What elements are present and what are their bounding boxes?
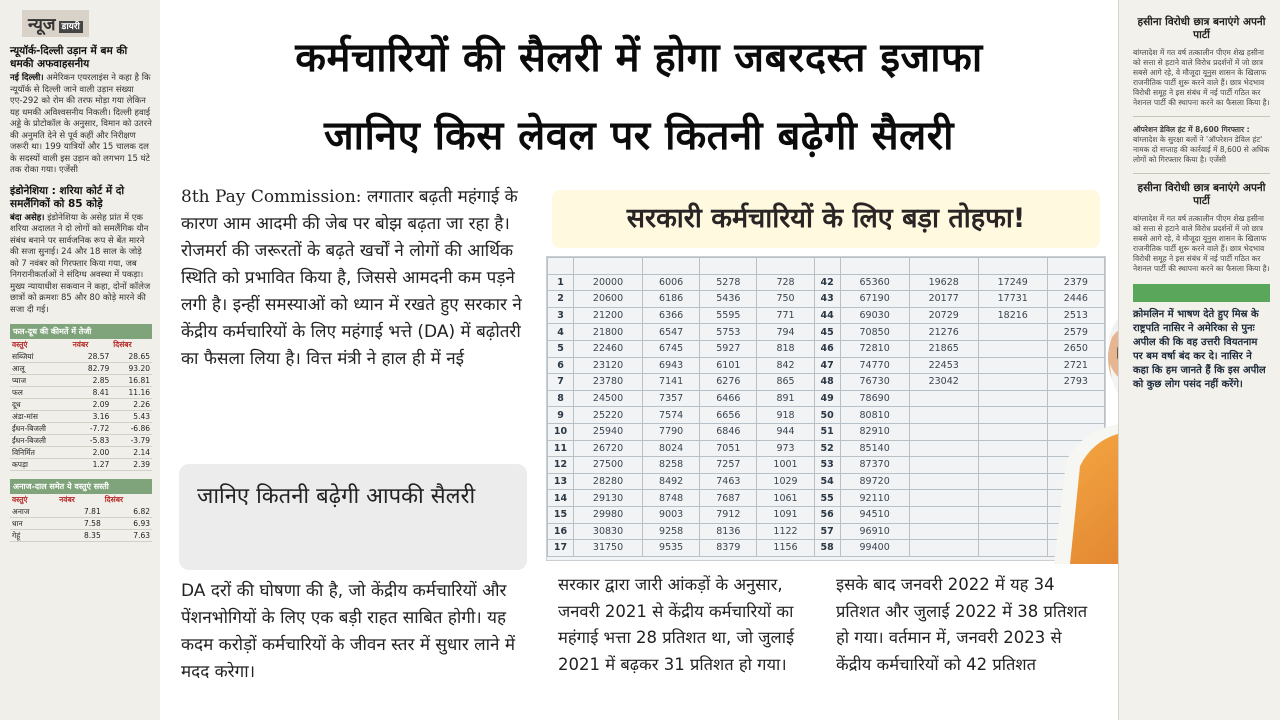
table-cell: विनिर्मित: [10, 447, 71, 459]
table-cell: [909, 457, 978, 474]
table-cell: 18216: [978, 307, 1047, 324]
table-cell: 14: [548, 490, 574, 507]
table-row: [548, 423, 1105, 440]
table-cell: 20000: [574, 274, 643, 291]
table-cell: 891: [757, 390, 814, 407]
table-cell: अनाज: [10, 506, 57, 518]
table-cell: 5.43: [111, 411, 152, 423]
table-cell: 7912: [700, 506, 757, 523]
right-story1-body: बांग्लादेश में गत वर्ष तत्कालीन पीएम शेख हसीना को सत्ता से हटाने वाले विरोध प्रदर्शनों में जो छात्र सबसे आगे रहे, वे मौजूदा यूनुस शासन के खिलाफ राजनीतिक पार्टी शुरू करने वाले हैं। छात्र भेदभाव विरोधी समूह ने इस संबंध में नई पार्टी गठित कर नेशनल पार्टी की स्थापना करने का फैसला किया है।: [1133, 48, 1270, 107]
table-row: [10, 423, 152, 435]
table-cell: 23120: [574, 357, 643, 374]
table-cell: -3.79: [111, 435, 152, 447]
table-cell: 9: [548, 407, 574, 424]
left-story1-dateline: नई दिल्ली।: [10, 73, 44, 83]
table-cell: 6101: [700, 357, 757, 374]
table-cell: 2446: [1047, 291, 1104, 308]
table-cell: 2.14: [111, 447, 152, 459]
table-cell: 7574: [643, 407, 700, 424]
table-cell: 6006: [643, 274, 700, 291]
table-cell: [978, 440, 1047, 457]
table-cell: 16.81: [111, 375, 152, 387]
table-row: [548, 324, 1105, 341]
table-row: [10, 363, 152, 375]
table-row: [548, 357, 1105, 374]
table-cell: [700, 258, 757, 275]
table-row: [548, 291, 1105, 308]
table-cell: 6846: [700, 423, 757, 440]
table-cell: -5.83: [71, 435, 112, 447]
table-cell: -6.86: [111, 423, 152, 435]
table-row: [548, 307, 1105, 324]
table-cell: 24500: [574, 390, 643, 407]
table-cell: 7.63: [103, 530, 152, 542]
table-cell: 8136: [700, 523, 757, 540]
table-cell: [909, 423, 978, 440]
table-row: [10, 375, 152, 387]
article-image: [546, 186, 1108, 562]
table-cell: 15: [548, 506, 574, 523]
table-cell: 818: [757, 340, 814, 357]
table-row: [548, 457, 1105, 474]
table-header: नवंबर: [59, 495, 75, 504]
table-cell: [814, 258, 840, 275]
table-cell: 65360: [840, 274, 909, 291]
table-cell: [978, 324, 1047, 341]
table-row: [548, 274, 1105, 291]
table-cell: [978, 423, 1047, 440]
table-cell: 72810: [840, 340, 909, 357]
table-cell: 1091: [757, 506, 814, 523]
table-row: [548, 440, 1105, 457]
table-cell: 87370: [840, 457, 909, 474]
table-cell: 7687: [700, 490, 757, 507]
table-cell: धान: [10, 518, 57, 530]
table-cell: 7.81: [57, 506, 103, 518]
table-row: [548, 490, 1105, 507]
table-cell: 8.35: [57, 530, 103, 542]
table-cell: 28.65: [111, 351, 152, 363]
table-cell: 58: [814, 540, 840, 557]
table-cell: 1029: [757, 473, 814, 490]
table-cell: 92110: [840, 490, 909, 507]
table-cell: 27500: [574, 457, 643, 474]
table-cell: 5595: [700, 307, 757, 324]
table-cell: 85140: [840, 440, 909, 457]
table-cell: 21865: [909, 340, 978, 357]
table-cell: 96910: [840, 523, 909, 540]
table-cell: कपड़ा: [10, 459, 71, 471]
table-cell: 1061: [757, 490, 814, 507]
table-cell: 2379: [1047, 274, 1104, 291]
table-cell: 6745: [643, 340, 700, 357]
table-cell: 48: [814, 374, 840, 391]
table-cell: [548, 258, 574, 275]
table-cell: [978, 407, 1047, 424]
table-cell: 31750: [574, 540, 643, 557]
table-row: [10, 506, 152, 518]
table-cell: 7: [548, 374, 574, 391]
table-cell: 750: [757, 291, 814, 308]
table-cell: 55: [814, 490, 840, 507]
table-cell: 12: [548, 457, 574, 474]
table-cell: 21276: [909, 324, 978, 341]
price-table2: [10, 494, 152, 542]
table-header: दिसंबर: [113, 340, 132, 349]
table-cell: [978, 506, 1047, 523]
table-cell: 20177: [909, 291, 978, 308]
table-cell: 1001: [757, 457, 814, 474]
table-row: [10, 399, 152, 411]
right-story4-text: क्रोमलिन में भाषण देते हुए मिस्र के राष्ट्रपति नासिर ने अमेरिका से पुनः अपील की कि वह उत्तरी वियतनाम पर बम वर्षा बंद कर दे। नासिर ने कहा कि हम जानते हैं कि इस अपील को कुछ लोग पसंद नहीं करेंगे।: [1133, 309, 1266, 390]
table-row: [548, 540, 1105, 557]
table-cell: 23042: [909, 374, 978, 391]
right-story2-body: [1133, 125, 1270, 165]
table-cell: [909, 440, 978, 457]
table-cell: 80810: [840, 407, 909, 424]
table-cell: 29980: [574, 506, 643, 523]
table-cell: 50: [814, 407, 840, 424]
table-cell: गेहूं: [10, 530, 57, 542]
table-cell: 28280: [574, 473, 643, 490]
table-cell: 54: [814, 473, 840, 490]
headline-line2: जानिए किस लेवल पर कितनी बढ़ेगी सैलरी: [323, 113, 954, 159]
table-row: [10, 447, 152, 459]
table-cell: 728: [757, 274, 814, 291]
table-cell: 2.26: [111, 399, 152, 411]
table-cell: 8748: [643, 490, 700, 507]
table-cell: 2.09: [71, 399, 112, 411]
table-cell: 9003: [643, 506, 700, 523]
table-header: वस्तुएं: [12, 340, 28, 349]
table-cell: 3: [548, 307, 574, 324]
table-cell: 17: [548, 540, 574, 557]
table-row: [548, 506, 1105, 523]
table-cell: [909, 506, 978, 523]
table-cell: 17731: [978, 291, 1047, 308]
intro-lead: 8th Pay Commission:: [181, 187, 362, 207]
news-diary-masthead: [22, 10, 89, 37]
green-banner: [1133, 284, 1270, 302]
table-cell: [1047, 258, 1104, 275]
table-cell: 82.79: [71, 363, 112, 375]
table-cell: [978, 357, 1047, 374]
table-cell: 4: [548, 324, 574, 341]
table-cell: 7257: [700, 457, 757, 474]
table-row: [548, 523, 1105, 540]
table-cell: [978, 540, 1047, 557]
table-cell: 2.85: [71, 375, 112, 387]
pay-matrix-table: [546, 256, 1106, 561]
table-cell: 1: [548, 274, 574, 291]
table-cell: 865: [757, 374, 814, 391]
table-cell: 70850: [840, 324, 909, 341]
table-cell: 8492: [643, 473, 700, 490]
table-cell: [757, 258, 814, 275]
table-cell: [909, 540, 978, 557]
table-cell: 8.41: [71, 387, 112, 399]
left-story2-body: [10, 213, 152, 317]
left-news-column: [0, 0, 160, 720]
table-cell: [909, 473, 978, 490]
table-cell: 49: [814, 390, 840, 407]
table-cell: 22460: [574, 340, 643, 357]
table-cell: 944: [757, 423, 814, 440]
table-cell: सब्जियां: [10, 351, 71, 363]
article-paragraph-3: सरकार द्वारा जारी आंकड़ों के अनुसार, जनवरी 2021 से केंद्रीय कर्मचारियों का महंगाई भत्ता 28 प्रतिशत था, जो जुलाई 2021 में बढ़कर 31 प्रतिशत हो गया।: [558, 575, 795, 674]
table-cell: 25940: [574, 423, 643, 440]
table-cell: 17249: [978, 274, 1047, 291]
table-cell: 10: [548, 423, 574, 440]
table-cell: 76730: [840, 374, 909, 391]
table-cell: 1122: [757, 523, 814, 540]
table-cell: 52: [814, 440, 840, 457]
table-cell: 2513: [1047, 307, 1104, 324]
table-cell: 6.82: [103, 506, 152, 518]
table-cell: 6656: [700, 407, 757, 424]
table-cell: 74770: [840, 357, 909, 374]
table-cell: 842: [757, 357, 814, 374]
table-cell: 11: [548, 440, 574, 457]
table-cell: [978, 457, 1047, 474]
table-cell: [909, 407, 978, 424]
price-table2-title: अनाज-दाल समेत ये वस्तुएं सस्ती: [10, 479, 152, 494]
table-row: [548, 340, 1105, 357]
table-cell: -7.72: [71, 423, 112, 435]
table-cell: 67190: [840, 291, 909, 308]
left-story2-dateline: बंदा असेह।: [10, 212, 45, 223]
table-cell: 2721: [1047, 357, 1104, 374]
table-cell: 25220: [574, 407, 643, 424]
left-story1-text: अमेरिकन एयरलाइंस ने कहा है कि न्यूयॉर्क से दिल्ली जाने वाली उड़ान संख्या एए-292 को रोम की तरफ मोड़ा गया लेकिन यह धमकी अविश्वसनीय निकली। दिल्ली हवाई अड्डे के प्रोटोकॉल के अनुसार, विमान को उतरने की अनुमति देने से पूर्व कहीं और निरीक्षण जरूरी था। 199 यात्रियों और 15 चालक दल के सदस्यों वाली इस उड़ान को लगभग 15 घंटे तक रोका गया। एजेंसी: [10, 73, 152, 175]
table-cell: [978, 340, 1047, 357]
price-table2-header: [10, 494, 152, 506]
table-cell: [978, 258, 1047, 275]
right-story1-headline: हसीना विरोधी छात्र बनाएंगे अपनी पार्टी: [1137, 16, 1266, 41]
intro-text: लगातार बढ़ती महंगाई के कारण आम आदमी की जेब पर बोझ बढ़ता जा रहा है। रोजमर्रा की जरूरतों के बढ़ते खर्चों ने लोगों की आर्थिक स्थिति को प्रभावित किया है, जिससे आमदनी कम पड़ने लगी है। इन्हीं समस्याओं को ध्यान में रखते हुए सरकार ने केंद्रीय कर्मचारियों के लिए महंगाई भत्ते (DA) में बढ़ोतरी का फैसला लिया है। वित्त मंत्री ने हाल ही में नई: [181, 187, 522, 369]
table-row: [10, 411, 152, 423]
gift-banner: सरकारी कर्मचारियों के लिए बड़ा तोहफा!: [552, 190, 1100, 248]
table-cell: 51: [814, 423, 840, 440]
table-cell: 11.16: [111, 387, 152, 399]
divider: [1133, 116, 1270, 117]
table-cell: 6276: [700, 374, 757, 391]
masthead-title: न्यूज: [28, 15, 56, 35]
table-cell: 5: [548, 340, 574, 357]
table-cell: 2.00: [71, 447, 112, 459]
table-cell: [978, 374, 1047, 391]
right-story2-lead: ऑपरेशन डेविल हंट में 8,600 गिरफ्तार :: [1133, 125, 1250, 134]
right-story3-headline: हसीना विरोधी छात्र बनाएंगे अपनी पार्टी: [1137, 182, 1266, 207]
table-cell: 2579: [1047, 324, 1104, 341]
table-cell: आलू: [10, 363, 71, 375]
table-row: [10, 387, 152, 399]
table-cell: [978, 490, 1047, 507]
table-cell: [909, 258, 978, 275]
table-cell: 82910: [840, 423, 909, 440]
table-cell: 43: [814, 291, 840, 308]
price-table1: [10, 339, 152, 471]
price-table1-title: फल-दूध की कीमतें में तेजी: [10, 324, 152, 339]
table-cell: 93.20: [111, 363, 152, 375]
table-cell: 28.57: [71, 351, 112, 363]
table-cell: 7463: [700, 473, 757, 490]
table-cell: 6366: [643, 307, 700, 324]
table-cell: 69030: [840, 307, 909, 324]
article-paragraph-4: इसके बाद जनवरी 2022 में यह 34 प्रतिशत और जुलाई 2022 में 38 प्रतिशत हो गया। वर्तमान में, जनवरी 2023 से केंद्रीय कर्मचारियों को 42 प्रतिशत: [836, 575, 1088, 674]
price-table1-header: [10, 339, 152, 351]
table-cell: [978, 473, 1047, 490]
table-cell: 78690: [840, 390, 909, 407]
table-row: [10, 530, 152, 542]
article-intro: [181, 184, 526, 373]
table-cell: 47: [814, 357, 840, 374]
table-cell: [909, 490, 978, 507]
table-cell: 2: [548, 291, 574, 308]
table-cell: 2.39: [111, 459, 152, 471]
table-header: दिसंबर: [104, 495, 124, 504]
table-cell: 20600: [574, 291, 643, 308]
table-cell: 5927: [700, 340, 757, 357]
table-cell: 45: [814, 324, 840, 341]
masthead-tag: डायरी: [59, 21, 83, 33]
table-cell: 794: [757, 324, 814, 341]
table-cell: प्याज: [10, 375, 71, 387]
table-cell: 6: [548, 357, 574, 374]
table-cell: 99400: [840, 540, 909, 557]
table-cell: 5753: [700, 324, 757, 341]
table-row: [10, 351, 152, 363]
table-cell: [574, 258, 643, 275]
table-cell: 7790: [643, 423, 700, 440]
table-cell: 6186: [643, 291, 700, 308]
table-cell: 7051: [700, 440, 757, 457]
table-cell: ईंधन-बिजली: [10, 435, 71, 447]
right-story3-body: बांग्लादेश में गत वर्ष तत्कालीन पीएम शेख हसीना को सत्ता से हटाने वाले विरोध प्रदर्शनों में जो छात्र सबसे आगे रहे, वे मौजूदा यूनुस शासन के खिलाफ राजनीतिक पार्टी शुरू करने वाले हैं। छात्र भेदभाव विरोधी समूह ने इस संबंध में नई पार्टी गठित कर नेशनल पार्टी की स्थापना करने का फैसला किया है।: [1133, 214, 1270, 273]
table-cell: 8258: [643, 457, 700, 474]
table-row: [548, 473, 1105, 490]
right-story2-text: बांग्लादेश के सुरक्षा बलों ने 'ऑपरेशन डेविल हंट' नामक दो सप्ताह की कार्रवाई में 8,600 से अधिक लोगों को गिरफ्तार किया है। एजेंसी: [1133, 135, 1270, 164]
table-row: [10, 518, 152, 530]
table-header: वस्तुएं: [12, 495, 28, 504]
table-cell: 9258: [643, 523, 700, 540]
divider: [1133, 173, 1270, 174]
headline-line1: कर्मचारियों की सैलरी में होगा जबरदस्त इजाफा: [295, 35, 983, 81]
table-cell: 1156: [757, 540, 814, 557]
table-cell: [978, 390, 1047, 407]
right-news-column: [1118, 0, 1280, 720]
table-cell: 21200: [574, 307, 643, 324]
table-cell: [909, 523, 978, 540]
table-cell: 1.27: [71, 459, 112, 471]
left-story1-headline: न्यूयॉर्क-दिल्ली उड़ान में बम की धमकी अफवाहसनीय: [10, 45, 128, 70]
left-story2-text: इंडोनेशिया के असेह प्रांत में एक शरिया अदालत ने दो लोगों को समलैंगिक यौन संबंध बनाने पर सार्वजनिक रूप से बेंत मारने की सजा सुनाई। 24 और 18 साल के जोड़े को 7 नवंबर को गिरफ्तार किया गया, जब निगरानीकर्ताओं ने संदिग्ध अवस्था में पकड़ा। मुख्य न्यायाधीश सकवान ने कहा, दोनों कॉलेज छात्रों को क्रमशः 85 और 80 कोड़े मारने की सजा दी गई।: [10, 212, 151, 315]
table-cell: 771: [757, 307, 814, 324]
table-cell: 6943: [643, 357, 700, 374]
table-row: [10, 459, 152, 471]
table-cell: फल: [10, 387, 71, 399]
table-cell: 6466: [700, 390, 757, 407]
table-cell: 7357: [643, 390, 700, 407]
person-photo: [1040, 282, 1118, 564]
table-cell: 46: [814, 340, 840, 357]
table-cell: 23780: [574, 374, 643, 391]
table-cell: 973: [757, 440, 814, 457]
table-cell: 7.58: [57, 518, 103, 530]
table-cell: ईंधन-बिजली: [10, 423, 71, 435]
table-cell: 16: [548, 523, 574, 540]
table-cell: [978, 523, 1047, 540]
table-cell: 42: [814, 274, 840, 291]
table-cell: 9535: [643, 540, 700, 557]
table-cell: 89720: [840, 473, 909, 490]
table-header: नवंबर: [72, 340, 89, 349]
pay-matrix-grid: [547, 257, 1105, 557]
table-cell: 94510: [840, 506, 909, 523]
table-cell: अंडा-मांस: [10, 411, 71, 423]
main-article: [160, 0, 1118, 720]
table-cell: 8379: [700, 540, 757, 557]
table-cell: 5278: [700, 274, 757, 291]
table-row: [548, 374, 1105, 391]
table-row: [548, 390, 1105, 407]
table-cell: 8024: [643, 440, 700, 457]
table-cell: 19628: [909, 274, 978, 291]
table-row: [548, 407, 1105, 424]
table-cell: 56: [814, 506, 840, 523]
table-cell: 21800: [574, 324, 643, 341]
table-cell: 44: [814, 307, 840, 324]
table-cell: 26720: [574, 440, 643, 457]
table-cell: 53: [814, 457, 840, 474]
table-row: [548, 258, 1105, 275]
table-cell: 20729: [909, 307, 978, 324]
table-cell: [840, 258, 909, 275]
table-cell: 3.16: [71, 411, 112, 423]
table-cell: 29130: [574, 490, 643, 507]
table-cell: 2650: [1047, 340, 1104, 357]
table-cell: दूध: [10, 399, 71, 411]
article-subhead: जानिए कितनी बढ़ेगी आपकी सैलरी: [179, 464, 527, 570]
table-cell: 30830: [574, 523, 643, 540]
table-cell: [643, 258, 700, 275]
table-cell: 13: [548, 473, 574, 490]
table-cell: 5436: [700, 291, 757, 308]
table-cell: 57: [814, 523, 840, 540]
table-cell: 6547: [643, 324, 700, 341]
left-story2-headline: इंडोनेशिया : शरिया कोर्ट में दो समलैंगिकों को 85 कोड़े: [10, 184, 125, 210]
table-cell: 918: [757, 407, 814, 424]
table-cell: [909, 390, 978, 407]
table-row: [10, 435, 152, 447]
table-cell: 22453: [909, 357, 978, 374]
left-story1-body: [10, 73, 152, 177]
table-cell: 2793: [1047, 374, 1104, 391]
table-cell: 6.93: [103, 518, 152, 530]
table-cell: 7141: [643, 374, 700, 391]
table-cell: 8: [548, 390, 574, 407]
article-paragraph-2: DA दरों की घोषणा की है, जो केंद्रीय कर्मचारियों और पेंशनभोगियों के लिए एक बड़ी राहत साबित होगी। यह कदम करोड़ों कर्मचारियों के जीवन स्तर में सुधार लाने में मदद करेगा।: [181, 581, 516, 682]
